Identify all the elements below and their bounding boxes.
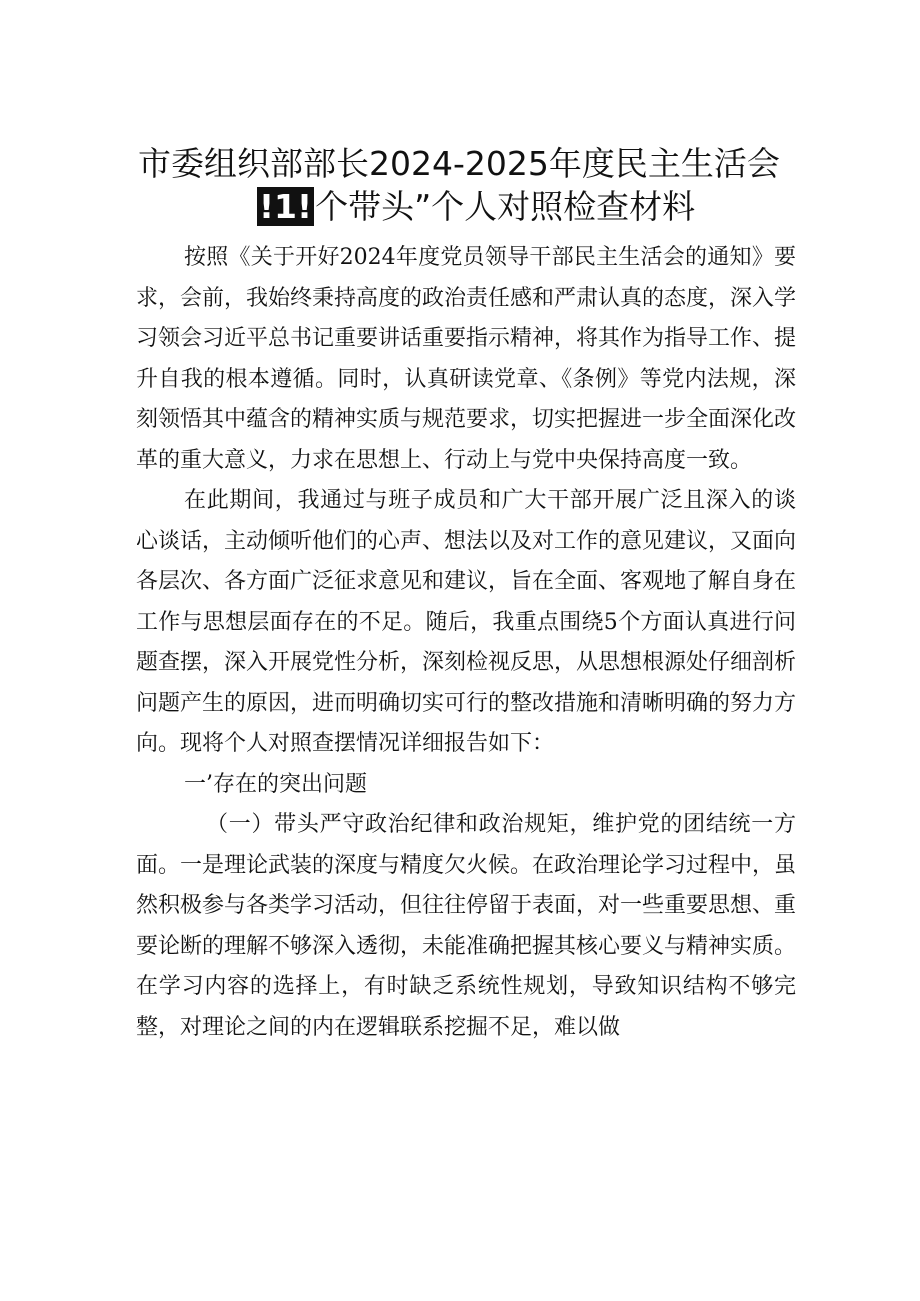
title-line-2 bbox=[257, 185, 695, 229]
title-line-2-text: 个带头”个人对照检查材料 bbox=[315, 187, 696, 226]
section-heading: 一’存在的突出问题 bbox=[184, 771, 367, 797]
title-line-1-text: 市委组织部部长2024-2025年度民主生活会 bbox=[138, 144, 780, 183]
paragraph-process: 在此期间，我通过与班子成员和广大干部开展广泛且深入的谈心谈话，主动倾听他们的心声、想法以及对工作的意见建议，又面向各层次、各方面广泛征求意见和建议，旨在全面、客观地了解自身在工作与思想层面存在的不足。随后，我重点围绕5个方面认真进行问题查摆，深入开展党性分析，深刻检视反思，从思想根源处仔细剖析问题产生的原因，进而明确切实可行的整改措施和清晰明确的努力方向。现将个人对照查摆情况详细报告如下： bbox=[136, 488, 797, 756]
title-garbled-glyphs: !1! bbox=[259, 187, 313, 226]
paragraph-subsection-1: （一）带头严守政治纪律和政治规矩，维护党的团结统一方面。一是理论武装的深度与精度欠火候。在政治理论学习过程中，虽然积极参与各类学习活动，但往往停留于表面，对一些重要思想、重要论断的理解不够深入透彻，未能准确把握其核心要义与精神实质。在学习内容的选择上，有时缺乏系统性规划，导致知识结构不够完整，对理论之间的内在逻辑联系挖掘不足，难以做 bbox=[136, 812, 797, 1040]
title-line-1 bbox=[138, 142, 780, 186]
paragraph-intro: 按照《关于开好2024年度党员领导干部民主生活会的通知》要求，会前，我始终秉持高度的政治责任感和严肃认真的态度，深入学习领会习近平总书记重要讲话重要指示精神，将其作为指导工作、提升自我的根本遵循。同时，认真研读党章、《条例》等党内法规，深刻领悟其中蕴含的精神实质与规范要求，切实把握进一步全面深化改革的重大意义，力求在思想上、行动上与党中央保持高度一致。 bbox=[136, 245, 797, 473]
document-body bbox=[136, 238, 796, 1048]
